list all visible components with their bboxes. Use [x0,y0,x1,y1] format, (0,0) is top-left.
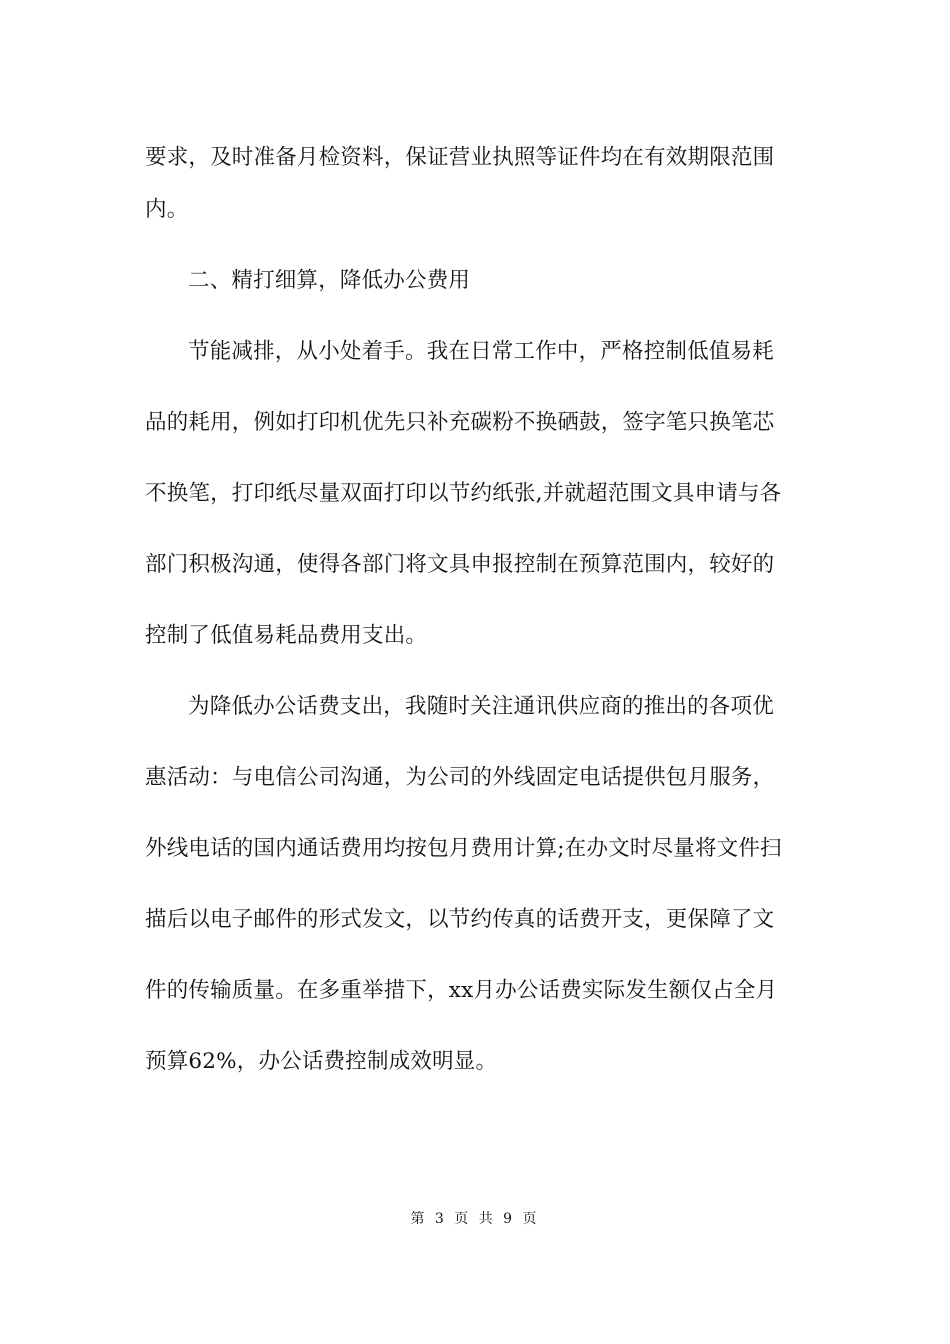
text-line: 要求，及时准备月检资料，保证营业执照等证件均在有效期限范围 [145,145,775,170]
text-line: 外线电话的国内通话费用均按包月费用计算;在办文时尽量将文件扫 [145,836,782,861]
text-line: 节能减排，从小处着手。我在日常工作中，严格控制低值易耗 [188,339,774,364]
text-line: 品的耗用，例如打印机优先只补充碳粉不换硒鼓，签字笔只换笔芯 [145,410,775,435]
section-heading [145,255,805,307]
document-body [145,132,805,1088]
paragraph [145,132,805,236]
text-line: 惠活动：与电信公司沟通，为公司的外线固定电话提供包月服务， [145,765,775,790]
paragraph [145,326,805,662]
text-line: 部门积极沟通，使得各部门将文具申报控制在预算范围内，较好的 [145,552,775,577]
text-line: 不换笔，打印纸尽量双面打印以节约纸张,并就超范围文具申请与各 [145,481,782,506]
text-line: 描后以电子邮件的形式发文，以节约传真的话费开支，更保障了文 [145,907,775,932]
text-line: 预算62%，办公话费控制成效明显。 [145,1049,498,1074]
page-number-footer: 第 3 页 共 9 页 [410,1211,540,1227]
text-line: 为降低办公话费支出，我随时关注通讯供应商的推出的各项优 [188,694,774,719]
paragraph [145,681,805,1088]
text-line: 控制了低值易耗品费用支出。 [145,623,428,648]
text-line: 内。 [145,197,189,222]
text-line: 二、精打细算，降低办公费用 [188,268,471,293]
text-line: 件的传输质量。在多重举措下，xx月办公话费实际发生额仅占全月 [145,978,778,1003]
